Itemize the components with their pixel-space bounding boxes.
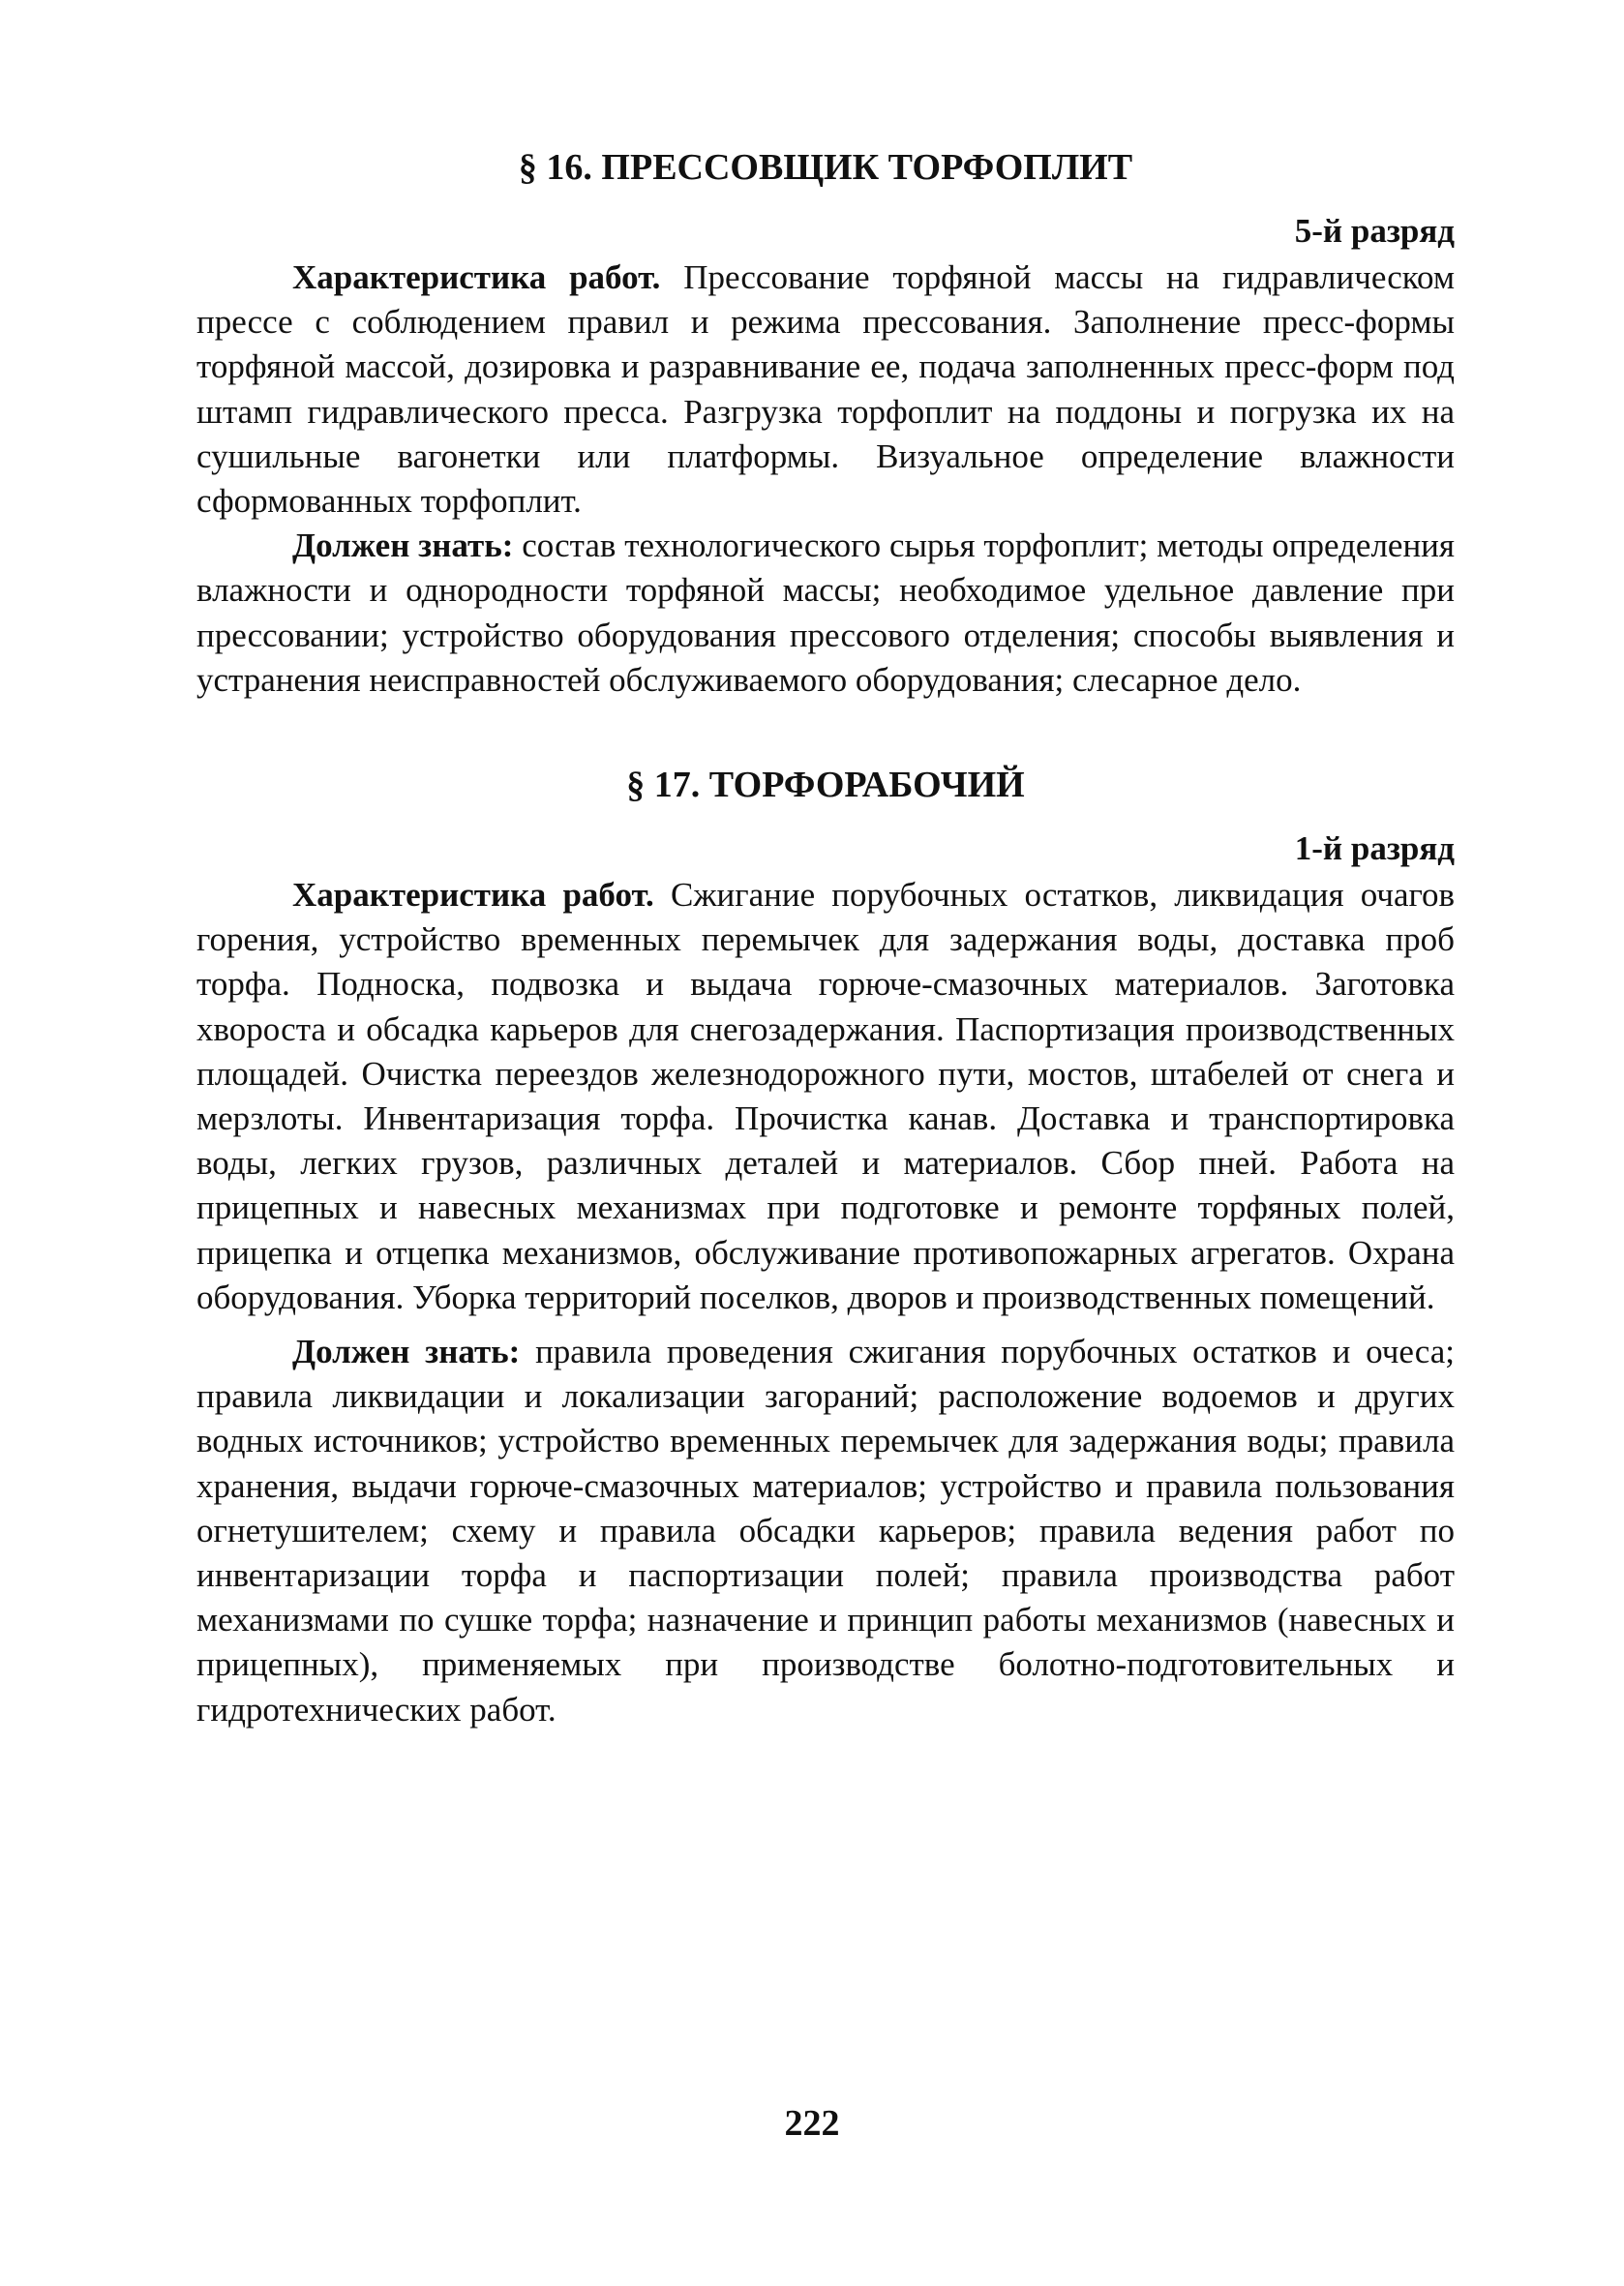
characteristic-text: Прессование торфяной массы на гидравлическом прессе с соблюдением правил и режима прессования. Заполнение пресс-формы торфяной массой, дозировка и разравнивание ее, подача заполненных пресс-форм под штамп гидравлического пресса. Разгрузка торфоплит на поддоны и погрузка их на сушильные вагонетки или платформы. Визуальное определение влажности сформованных торфоплит. xyxy=(196,258,1455,521)
grade-label: 1-й разряд xyxy=(1294,829,1455,868)
section-title: § 17. ТОРФОРАБОЧИЙ xyxy=(626,765,1025,806)
work-characteristic-paragraph xyxy=(196,256,1455,524)
section-16 xyxy=(196,145,1455,703)
knowledge-label: Должен знать: xyxy=(292,526,514,565)
knowledge-text: правила проведения сжигания порубочных остатков и очеса; правила ликвидации и локализации загораний; расположение водоемов и других водных источников; устройство временных перемычек для задержания воды; правила хранения, выдачи горюче-смазочных материалов; устройство и правила пользования огнетушителем; схему и правила обсадки карьеров; правила ведения работ по инвентаризации торфа и паспортизации полей; правила производства работ механизмами по сушке торфа; назначение и принцип работы механизмов (навесных и прицепных), применяемых при производстве болотно-подготовительных и гидротехнических работ. xyxy=(196,1333,1455,1729)
knowledge-label: Должен знать: xyxy=(292,1333,521,1371)
section-title: § 16. ПРЕССОВЩИК ТОРФОПЛИТ xyxy=(518,147,1133,188)
characteristic-label: Характеристика работ. xyxy=(292,876,654,915)
section-17 xyxy=(196,763,1455,1732)
required-knowledge-paragraph xyxy=(196,524,1455,703)
grade-label: 5-й разряд xyxy=(1294,212,1455,250)
characteristic-text: Сжигание порубочных остатков, ликвидация очагов горения, устройство временных перемычек для задержания воды, доставка проб торфа. Подноска, подвозка и выдача горюче-смазочных материалов. Заготовка хвороста и обсадка карьеров для снегозадержания. Паспортизация производственных площадей. Очистка переездов железнодорожного пути, мостов, штабелей от снега и мерзлоты. Инвентаризация торфа. Прочистка канав. Доставка и транспортировка воды, легких грузов, различных деталей и материалов. Сбор пней. Работа на прицепных и навесных механизмах при подготовке и ремонте торфяных полей, прицепка и отцепка механизмов, обслуживание противопожарных агрегатов. Охрана оборудования. Уборка территорий поселков, дворов и производственных помещений. xyxy=(196,876,1455,1316)
characteristic-label: Характеристика работ. xyxy=(292,258,661,296)
page-number: 222 xyxy=(784,2103,840,2144)
work-characteristic-paragraph xyxy=(196,873,1455,1320)
knowledge-text: состав технологического сырья торфоплит; методы определения влажности и однородности торфяной массы; необходимое удельное давление при прессовании; устройство оборудования прессового отделения; способы выявления и устранения неисправностей обслуживаемого оборудования; слесарное дело. xyxy=(196,526,1456,699)
required-knowledge-paragraph xyxy=(196,1330,1455,1732)
document-page xyxy=(196,145,1455,1732)
